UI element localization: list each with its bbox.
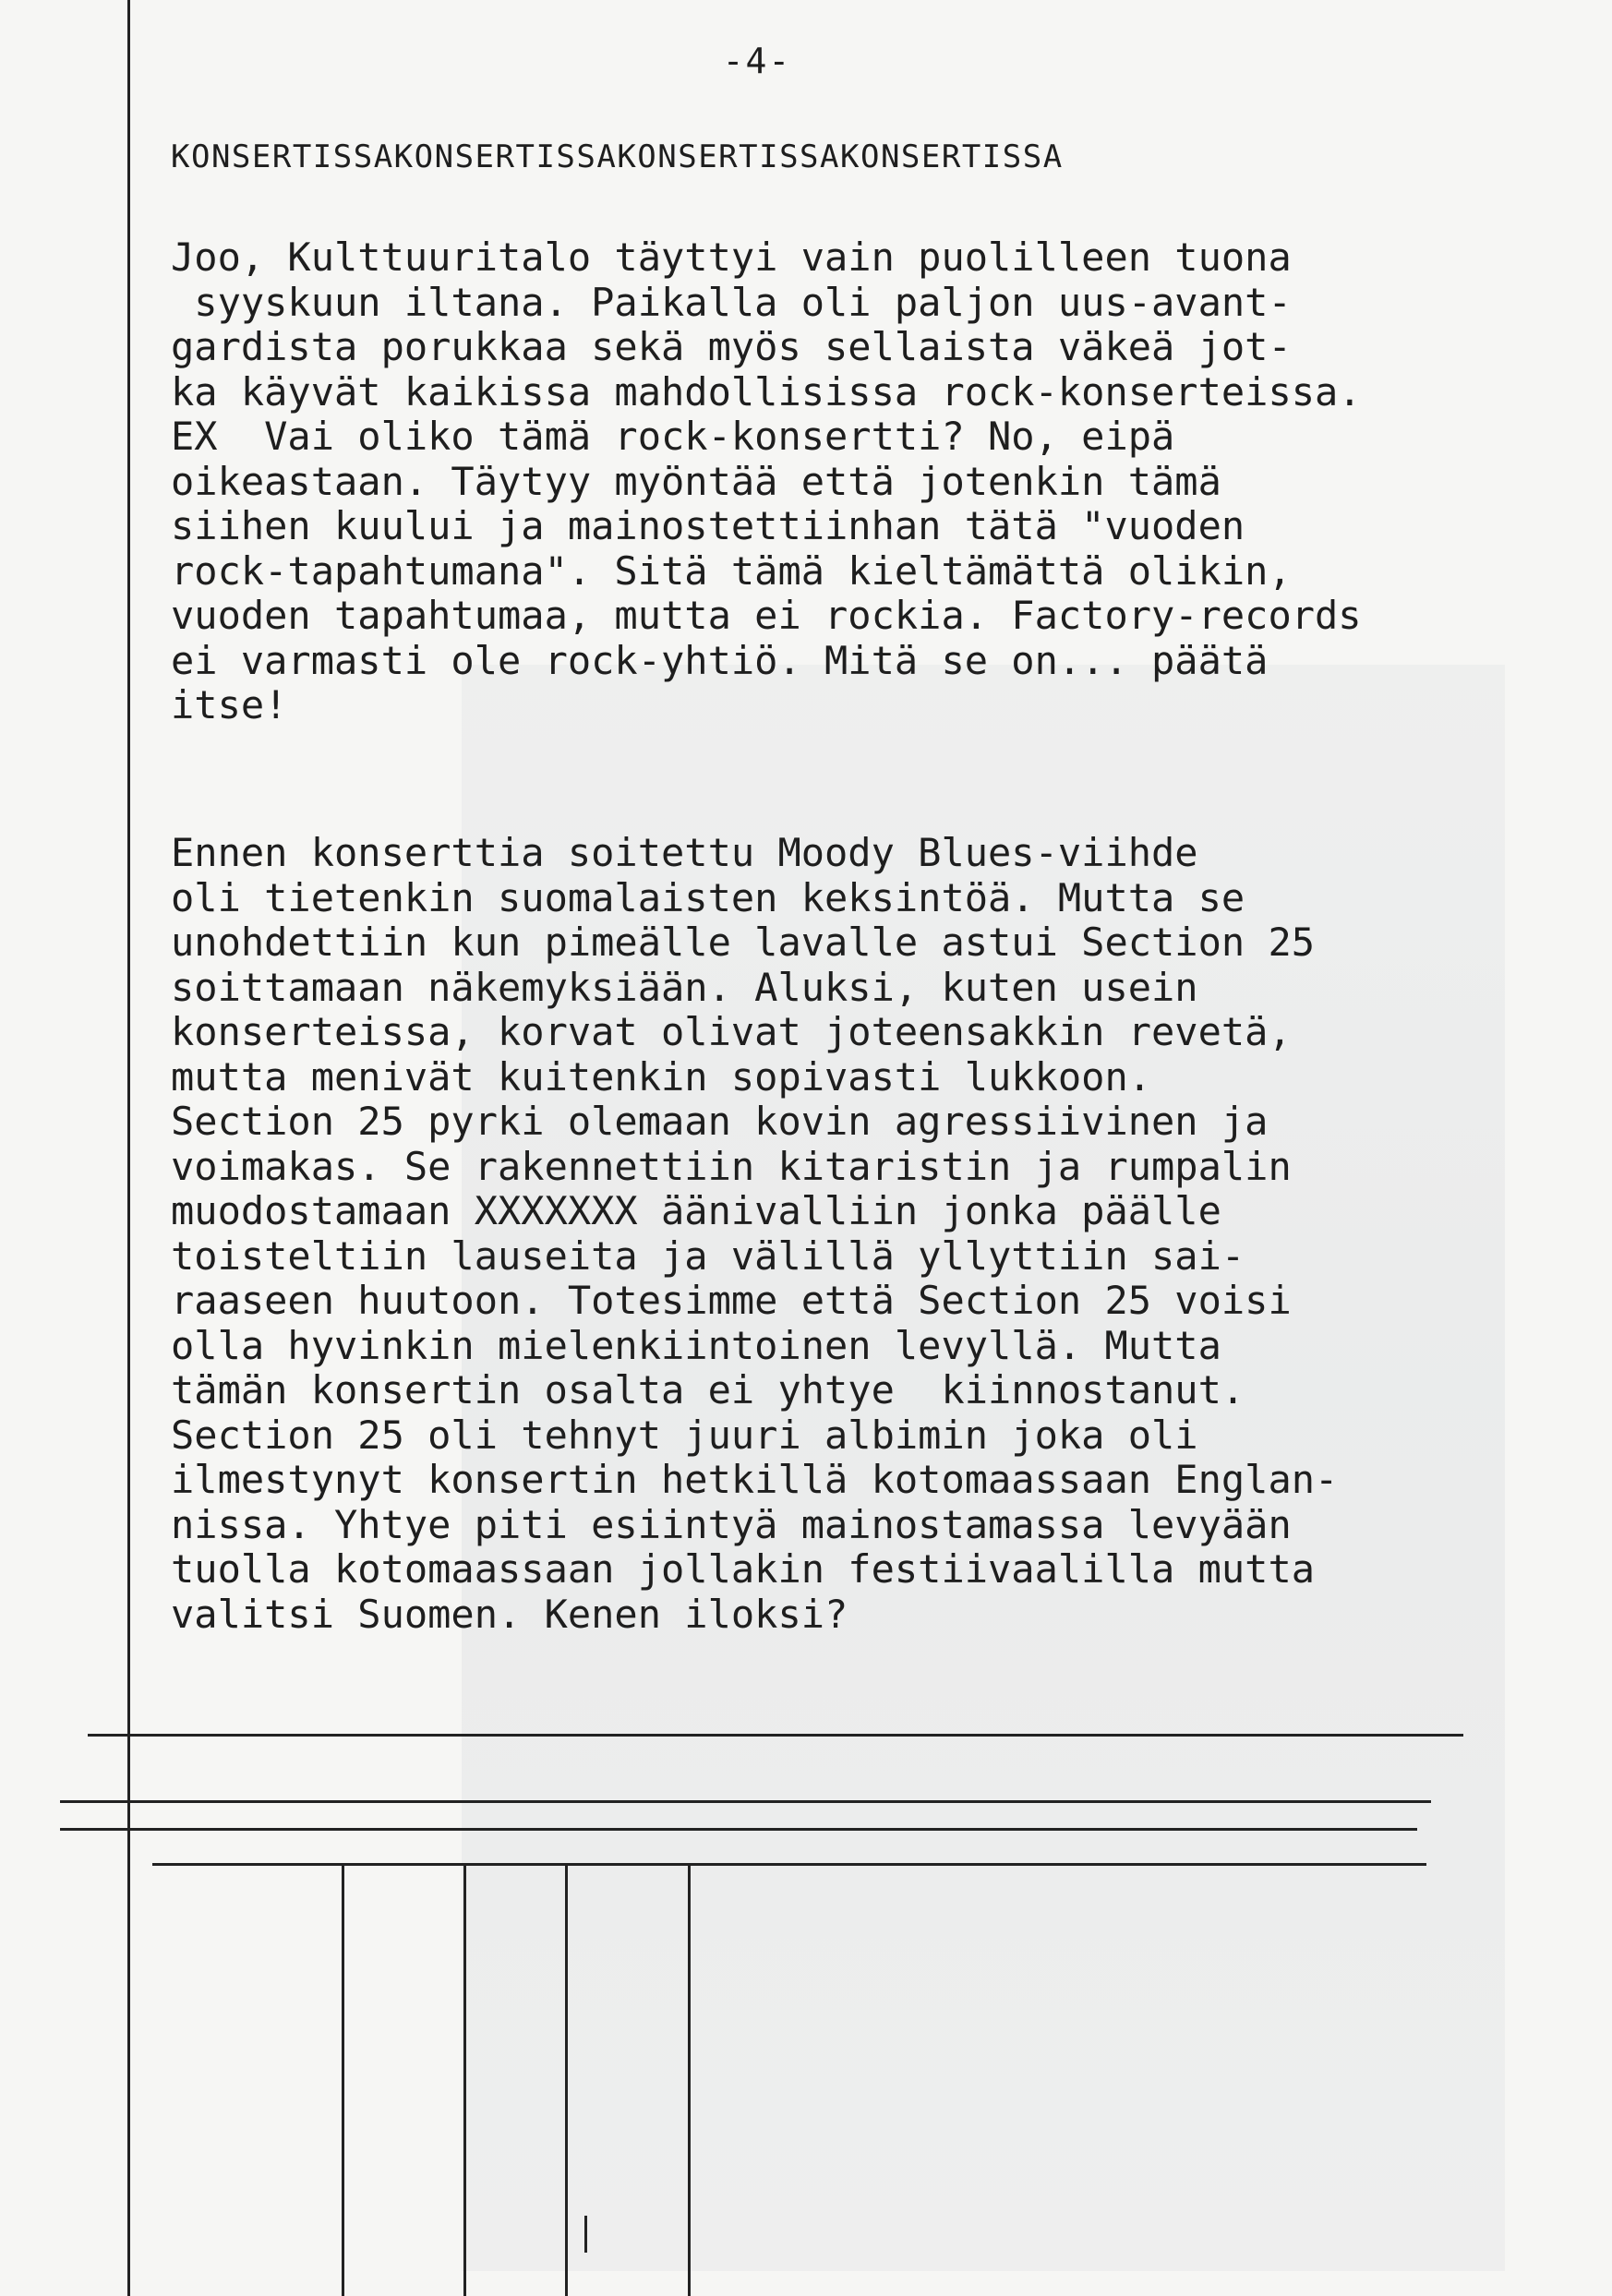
text-line: soittamaan näkemyksiään. Aluksi, kuten usein — [171, 964, 1198, 1010]
text-line: valitsi Suomen. Kenen iloksi? — [171, 1591, 848, 1637]
text-line: oli tietenkin suomalaisten keksintöä. Mutta se — [171, 874, 1245, 920]
text-line: syyskuun iltana. Paikalla oli paljon uus-avant- — [171, 279, 1292, 325]
text-line: mutta menivät kuitenkin sopivasti lukkoon. — [171, 1053, 1152, 1100]
horizontal-rule — [60, 1828, 1417, 1831]
text-line: siihen kuului ja mainostettiinhan tätä "vuoden — [171, 503, 1245, 548]
column-divider — [565, 1865, 568, 2296]
text-line: Section 25 oli tehnyt juuri albimin joka oli — [171, 1412, 1198, 1458]
text-line: Joo, Kulttuuritalo täyttyi vain puolilleen tuona — [171, 234, 1292, 280]
text-line: unohdettiin kun pimeälle lavalle astui Section 25 — [171, 920, 1316, 965]
text-line: tuolla kotomaassaan jollakin festiivaalilla mutta — [171, 1546, 1316, 1592]
text-line: muodostamaan XXXXXXX äänivalliin jonka päälle — [171, 1188, 1221, 1233]
text-line: tämän konsertin osalta ei yhtye kiinnostanut. — [171, 1367, 1245, 1412]
text-line: ilmestynyt konsertin hetkillä kotomaassaan Englan- — [171, 1457, 1339, 1502]
column-divider — [342, 1865, 344, 2296]
text-line: voimakas. Se rakennettiin kitaristin ja rumpalin — [171, 1143, 1292, 1189]
horizontal-rule — [88, 1734, 1463, 1737]
text-line: Section 25 pyrki olemaan kovin agressiivinen ja — [171, 1099, 1269, 1144]
column-divider — [463, 1865, 466, 2296]
horizontal-rule — [60, 1800, 1431, 1803]
section-heading: KONSERTISSAKONSERTISSAKONSERTISSAKONSERTISSA — [171, 138, 1064, 175]
text-line: vuoden tapahtumaa, mutta ei rockia. Factory-records — [171, 593, 1362, 638]
text-line: rock-tapahtumana". Sitä tämä kieltämättä olikin, — [171, 547, 1292, 594]
text-line: ei varmasti ole rock-yhtiö. Mitä se on... päätä — [171, 637, 1269, 683]
left-margin-rule — [127, 0, 130, 2296]
text-line: toisteltiin lauseita ja välillä yllyttiin sai- — [171, 1232, 1245, 1279]
text-line: konserteissa, korvat olivat joteensakkin revetä, — [171, 1009, 1292, 1054]
text-line: itse! — [171, 682, 288, 727]
text-line: nissa. Yhtye piti esiintyä mainostamassa levyään — [171, 1501, 1292, 1547]
text-line: ka käyvät kaikissa mahdollisissa rock-konserteissa. — [171, 368, 1362, 415]
text-line: olla hyvinkin mielenkiintoinen levyllä. Mutta — [171, 1322, 1221, 1368]
text-line: gardista porukkaa sekä myös sellaista väkeä jot- — [171, 324, 1292, 369]
page-number: -4- — [722, 41, 792, 81]
paragraph-2 — [171, 831, 1338, 1637]
text-line: oikeastaan. Täytyy myöntää että jotenkin tämä — [171, 458, 1221, 504]
column-divider — [688, 1865, 691, 2296]
text-line: Ennen konserttia soitettu Moody Blues-viihde — [171, 830, 1198, 875]
text-line: raaseen huutoon. Totesimme että Section 25 voisi — [171, 1278, 1292, 1323]
column-tick — [584, 2216, 587, 2253]
paragraph-1 — [171, 235, 1362, 728]
text-line: EX Vai oliko tämä rock-konsertti? No, eipä — [171, 414, 1175, 459]
